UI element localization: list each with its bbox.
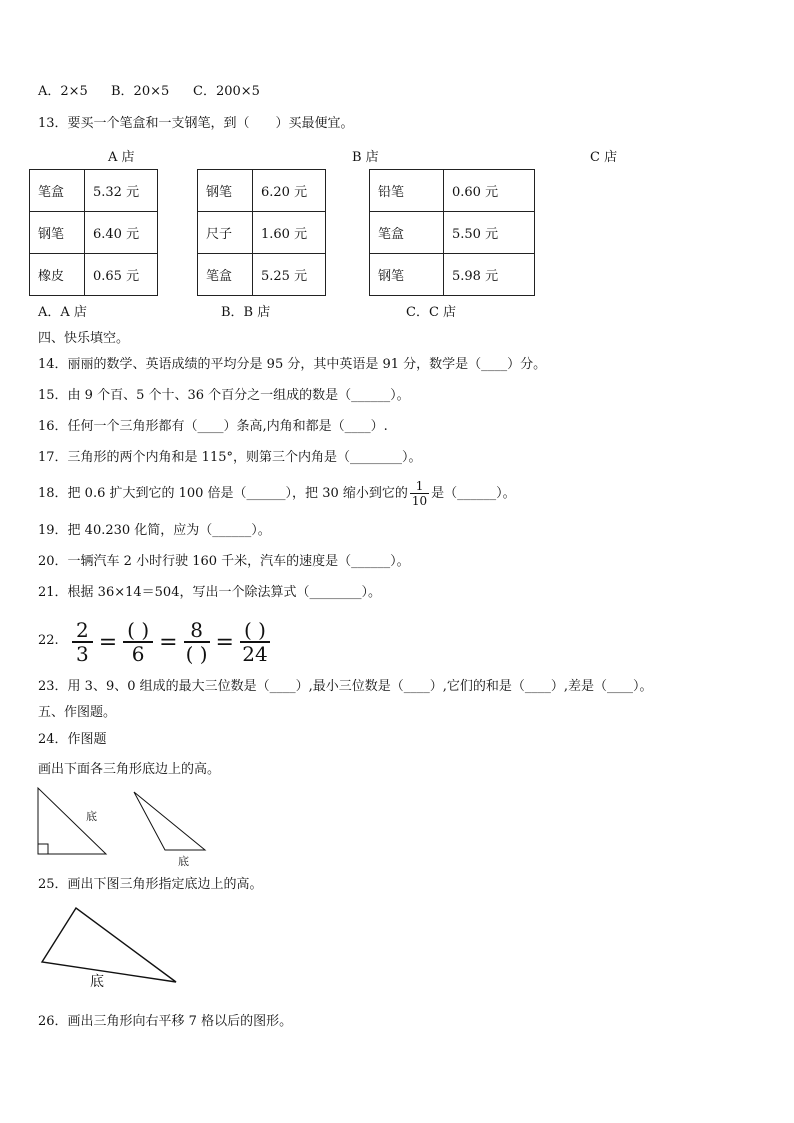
q13-option-c: C．C 店	[406, 305, 457, 320]
q22-equation	[68, 619, 274, 665]
q22-label: 22.	[38, 633, 59, 648]
q18-frac-num: 1	[410, 479, 429, 494]
section-5-heading: 五、作图题。	[38, 705, 117, 720]
item-price: 6.40 元	[85, 212, 158, 254]
item-price: 5.50 元	[444, 212, 535, 254]
store-a-table	[29, 169, 158, 296]
frac-num: ( )	[123, 619, 153, 643]
base-label: 底	[90, 974, 104, 990]
base-label: 底	[86, 810, 97, 823]
item-name: 钢笔	[370, 254, 444, 296]
item-name: 笔盒	[370, 212, 444, 254]
q12-option-b: B．20×5	[111, 84, 170, 99]
item-name: 尺子	[198, 212, 253, 254]
store-b-label: B 店	[352, 150, 379, 165]
q14-text: 14．丽丽的数学、英语成绩的平均分是 95 分，其中英语是 91 分，数学是（____）分。	[38, 357, 547, 372]
q12-option-a: A．2×5	[38, 84, 88, 99]
table-row	[30, 170, 158, 212]
q22-fraction-3	[184, 619, 210, 665]
q19-text: 19．把 40.230 化简，应为（______）。	[38, 523, 271, 538]
equals-sign: =	[159, 629, 178, 655]
item-price: 5.32 元	[85, 170, 158, 212]
q16-text: 16．任何一个三角形都有（____）条高,内角和都是（____）.	[38, 419, 388, 434]
store-c-table	[369, 169, 535, 296]
q13-option-b: B．B 店	[221, 305, 271, 320]
table-row	[370, 170, 535, 212]
q13-text: 13．要买一个笔盒和一支钢笔，到（ ）买最便宜。	[38, 116, 354, 131]
q25-triangle	[36, 900, 186, 995]
frac-den: 24	[242, 642, 268, 666]
q23-text: 23．用 3、9、0 组成的最大三位数是（____）,最小三位数是（____）,它们的和是（____）,差是（____）。	[38, 679, 653, 694]
item-price: 1.60 元	[253, 212, 326, 254]
q22-fraction-1	[72, 619, 93, 665]
q15-text: 15．由 9 个百、5 个十、36 个百分之一组成的数是（______）。	[38, 388, 410, 403]
q24-triangles	[30, 782, 220, 872]
q21-text: 21．根据 36×14＝504，写出一个除法算式（________）。	[38, 585, 381, 600]
item-price: 0.65 元	[85, 254, 158, 296]
q25-text: 25．画出下图三角形指定底边上的高。	[38, 877, 263, 892]
q18-part2: 是（______）。	[431, 486, 516, 501]
q22-fraction-2	[123, 619, 153, 665]
frac-den: 3	[76, 642, 89, 666]
equals-sign: =	[215, 629, 234, 655]
q17-text: 17．三角形的两个内角和是 115°，则第三个内角是（________）。	[38, 450, 422, 465]
frac-num: ( )	[240, 619, 270, 643]
table-row	[370, 254, 535, 296]
item-price: 5.98 元	[444, 254, 535, 296]
right-angle-mark	[38, 844, 48, 854]
frac-den: ( )	[185, 642, 208, 666]
obtuse-triangle	[42, 908, 176, 982]
frac-num: 2	[72, 619, 93, 643]
q13-option-a: A．A 店	[38, 305, 87, 320]
q18-text	[38, 478, 516, 510]
item-price: 0.60 元	[444, 170, 535, 212]
item-name: 笔盒	[30, 170, 85, 212]
item-name: 铅笔	[370, 170, 444, 212]
table-row	[198, 212, 326, 254]
store-b-table	[197, 169, 326, 296]
item-name: 橡皮	[30, 254, 85, 296]
q12-option-c: C．200×5	[193, 84, 260, 99]
item-name: 笔盒	[198, 254, 253, 296]
section-4-heading: 四、快乐填空。	[38, 331, 130, 346]
q18-part1: 18．把 0.6 扩大到它的 100 倍是（______），把 30 缩小到它的	[38, 486, 408, 501]
frac-num: 8	[184, 619, 210, 643]
base-label: 底	[178, 855, 189, 868]
store-c-label: C 店	[590, 150, 618, 165]
acute-triangle	[134, 792, 205, 850]
table-row	[198, 170, 326, 212]
store-a-label: A 店	[108, 150, 135, 165]
q24-text: 24．作图题	[38, 732, 107, 747]
frac-den: 6	[131, 642, 145, 666]
q20-text: 20．一辆汽车 2 小时行驶 160 千米，汽车的速度是（______）。	[38, 554, 410, 569]
q18-fraction	[410, 479, 429, 508]
item-name: 钢笔	[30, 212, 85, 254]
q26-text: 26．画出三角形向右平移 7 格以后的图形。	[38, 1014, 293, 1029]
item-price: 5.25 元	[253, 254, 326, 296]
equals-sign: =	[98, 629, 118, 655]
q24-instruction: 画出下面各三角形底边上的高。	[38, 762, 221, 777]
q22-fraction-4	[240, 619, 270, 665]
q18-frac-den: 10	[411, 494, 428, 508]
table-row	[370, 212, 535, 254]
table-row	[30, 254, 158, 296]
table-row	[30, 212, 158, 254]
table-row	[198, 254, 326, 296]
item-price: 6.20 元	[253, 170, 326, 212]
item-name: 钢笔	[198, 170, 253, 212]
